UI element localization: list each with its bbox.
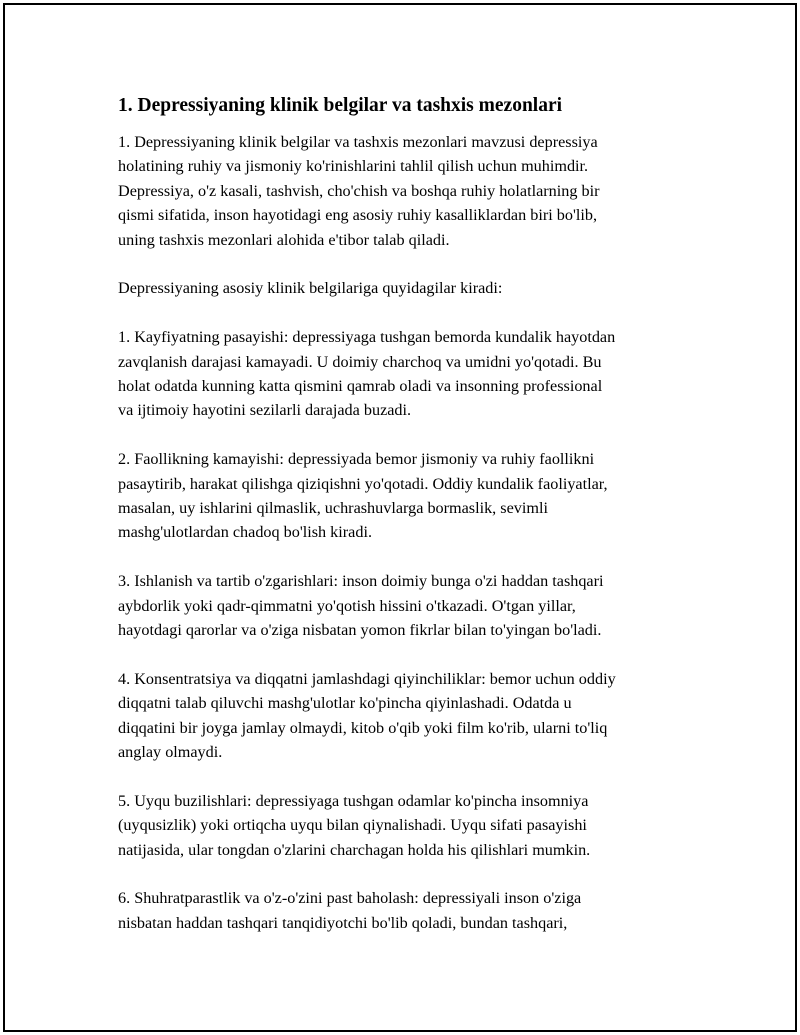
text-line: 3. Ishlanish va tartib o'zgarishlari: inson doimiy bunga o'zi haddan tashqari [118, 572, 604, 591]
document-heading: 1. Depressiyaning klinik belgilar va tashxis mezonlari [118, 95, 563, 116]
text-line: (uyqusizlik) yoki ortiqcha uyqu bilan qiynalishadi. Uyqu sifati pasayishi [118, 816, 587, 835]
text-line: 5. Uyqu buzilishlari: depressiyaga tushgan odamlar ko'pincha insomniya [118, 791, 589, 810]
text-line: holat odatda kunning katta qismini qamrab oladi va insonning professional [118, 377, 603, 396]
text-line: uning tashxis mezonlari alohida e'tibor talab qiladi. [118, 230, 450, 249]
text-line: natijasida, ular tongdan o'zlarini charchagan holda his qilishlari mumkin. [118, 840, 591, 859]
text-line: masalan, uy ishlarini qilmaslik, uchrashuvlarga bormaslik, sevimli [118, 499, 548, 518]
text-line: 2. Faollikning kamayishi: depressiyada bemor jismoniy va ruhiy faollikni [118, 450, 595, 469]
text-line: hayotdagi qarorlar va o'ziga nisbatan yomon fikrlar bilan to'yingan bo'ladi. [118, 621, 602, 640]
text-line: pasaytirib, harakat qilishga qiziqishni yo'qotadi. Oddiy kundalik faoliyatlar, [118, 474, 608, 493]
text-line: 4. Konsentratsiya va diqqatni jamlashdagi qiyinchiliklar: bemor uchun oddiy [118, 669, 616, 688]
text-line: nisbatan haddan tashqari tanqidiyotchi bo'lib qoladi, bundan tashqari, [118, 913, 568, 932]
text-line: Depressiyaning asosiy klinik belgilariga quyidagilar kiradi: [118, 279, 503, 298]
text-line: zavqlanish darajasi kamayadi. U doimiy charchoq va umidni yo'qotadi. Bu [118, 352, 602, 371]
text-line: anglay olmaydi. [118, 743, 223, 762]
text-line: Depressiya, o'z kasali, tashvish, cho'chish va boshqa ruhiy holatlarning bir [118, 181, 600, 200]
paragraph-item-1 [118, 325, 698, 423]
paragraph-intro [118, 130, 698, 252]
text-line: 6. Shuhratparastlik va o'z-o'zini past baholash: depressiyali inson o'ziga [118, 889, 582, 908]
text-line: va ijtimoiy hayotini sezilarli darajada buzadi. [118, 401, 412, 420]
text-line: qismi sifatida, inson hayotidagi eng asosiy ruhiy kasalliklardan biri bo'lib, [118, 206, 598, 225]
document-body [118, 94, 698, 960]
paragraph-item-4 [118, 667, 698, 765]
text-line: diqqatni talab qiluvchi mashg'ulotlar ko'pincha qiyinlashadi. Odatda u [118, 694, 572, 713]
text-line: holatining ruhiy va jismoniy ko'rinishlarini tahlil qilish uchun muhimdir. [118, 157, 589, 176]
text-line: diqqatini bir joyga jamlay olmaydi, kitob o'qib yoki film ko'rib, ularni to'liq [118, 718, 608, 737]
paragraph-item-5 [118, 789, 698, 862]
paragraph-item-6 [118, 886, 698, 935]
paragraph-list-intro [118, 276, 698, 300]
text-line: mashg'ulotlardan chadoq bo'lish kiradi. [118, 523, 372, 542]
text-line: 1. Kayfiyatning pasayishi: depressiyaga tushgan bemorda kundalik hayotdan [118, 328, 616, 347]
text-line: 1. Depressiyaning klinik belgilar va tashxis mezonlari mavzusi depressiya [118, 133, 598, 151]
paragraph-item-2 [118, 447, 698, 545]
paragraph-item-3 [118, 569, 698, 642]
text-line: aybdorlik yoki qadr-qimmatni yo'qotish hissini o'tkazadi. O'tgan yillar, [118, 596, 576, 615]
